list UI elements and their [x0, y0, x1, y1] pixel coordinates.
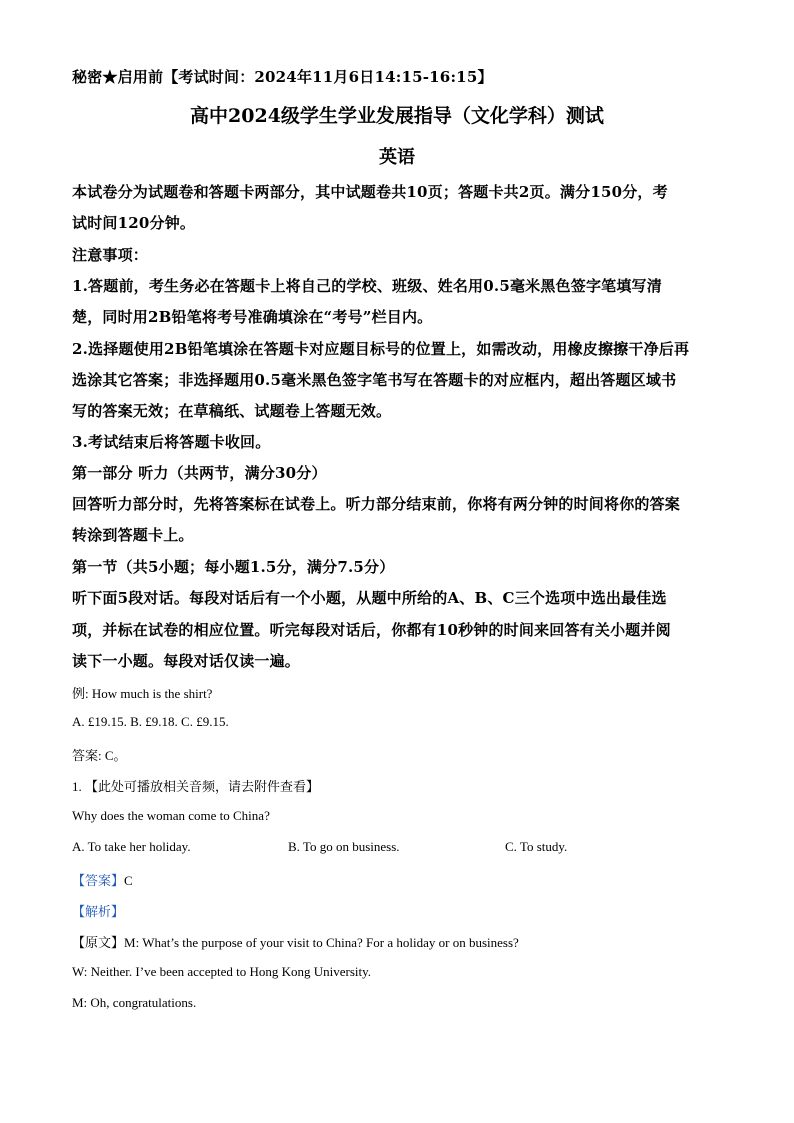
- question-number: 1.: [72, 779, 82, 794]
- transcript-text-1: M: What’s the purpose of your visit to China? For a holiday or on business?: [124, 935, 519, 950]
- option-a: A. To take her holiday.: [72, 839, 191, 854]
- note-3: 3.考试结束后将答题卡收回。: [72, 433, 271, 451]
- part-1-heading: 第一部分 听力（共两节，满分30分）: [72, 464, 327, 482]
- transcript-tag: 【原文】: [72, 936, 125, 951]
- audio-note[interactable]: 【此处可播放相关音频，请去附件查看】: [85, 779, 320, 794]
- transcript-line-2: W: Neither. I’ve been accepted to Hong Kong University.: [72, 964, 372, 979]
- note-1-line-1: 1.答题前，考生务必在答题卡上将自己的学校、班级、姓名用0.5毫米黑色签字笔填写清: [72, 277, 662, 295]
- answer-tag: 【答案】: [72, 874, 125, 889]
- note-1-line-2: 楚，同时用2B铅笔将考号准确填涂在“考号”栏目内。: [72, 308, 433, 326]
- example-answer: 答案: C。: [72, 748, 127, 763]
- analysis-line: [72, 901, 124, 920]
- example-options: A. £19.15. B. £9.18. C. £9.15.: [72, 714, 229, 729]
- analysis-tag: 【解析】: [72, 905, 125, 920]
- option-c: C. To study.: [505, 839, 568, 854]
- transcript-line-1: [72, 932, 519, 951]
- section-1-desc-line-2: 项，并标在试卷的相应位置。听完每段对话后，你都有10秒钟的时间来回答有关小题并阅: [72, 621, 671, 639]
- answer-value: C: [124, 873, 133, 888]
- answer-line: [72, 870, 133, 889]
- note-2-line-1: 2.选择题使用2B铅笔填涂在答题卡对应题目标号的位置上，如需改动，用橡皮擦擦干净后再: [72, 340, 690, 358]
- intro-line-2: 试时间120分钟。: [72, 214, 196, 232]
- note-2-line-3: 写的答案无效；在草稿纸、试题卷上答题无效。: [72, 402, 392, 420]
- transcript-line-3: M: Oh, congratulations.: [72, 995, 197, 1010]
- notes-heading: 注意事项：: [72, 246, 149, 264]
- part-1-desc-line-2: 转涂到答题卡上。: [72, 526, 194, 544]
- intro-line-1: 本试卷分为试题卷和答题卡两部分，其中试题卷共10页；答题卡共2页。满分150分，考: [72, 183, 668, 201]
- subject-title: 英语: [379, 147, 415, 168]
- question-1-text: Why does the woman come to China?: [72, 808, 270, 823]
- section-1-heading: 第一节（共5小题；每小题1.5分，满分7.5分）: [72, 558, 395, 576]
- option-b: B. To go on business.: [288, 839, 400, 854]
- question-1-header: [72, 776, 319, 795]
- section-1-desc-line-3: 读下一小题。每段对话仅读一遍。: [72, 652, 301, 670]
- part-1-desc-line-1: 回答听力部分时，先将答案标在试卷上。听力部分结束前，你将有两分钟的时间将你的答案: [72, 495, 681, 513]
- example-question: 例: How much is the shirt?: [72, 686, 213, 701]
- note-2-line-2: 选涂其它答案；非选择题用0.5毫米黑色签字笔书写在答题卡的对应框内，超出答题区域书: [72, 371, 677, 389]
- confidential-header: 秘密★启用前【考试时间：2024年11月6日14:15-16:15】: [72, 68, 493, 86]
- section-1-desc-line-1: 听下面5段对话。每段对话后有一个小题，从题中所给的A、B、C三个选项中选出最佳选: [72, 589, 667, 607]
- exam-title: 高中2024级学生学业发展指导（文化学科）测试: [190, 105, 604, 127]
